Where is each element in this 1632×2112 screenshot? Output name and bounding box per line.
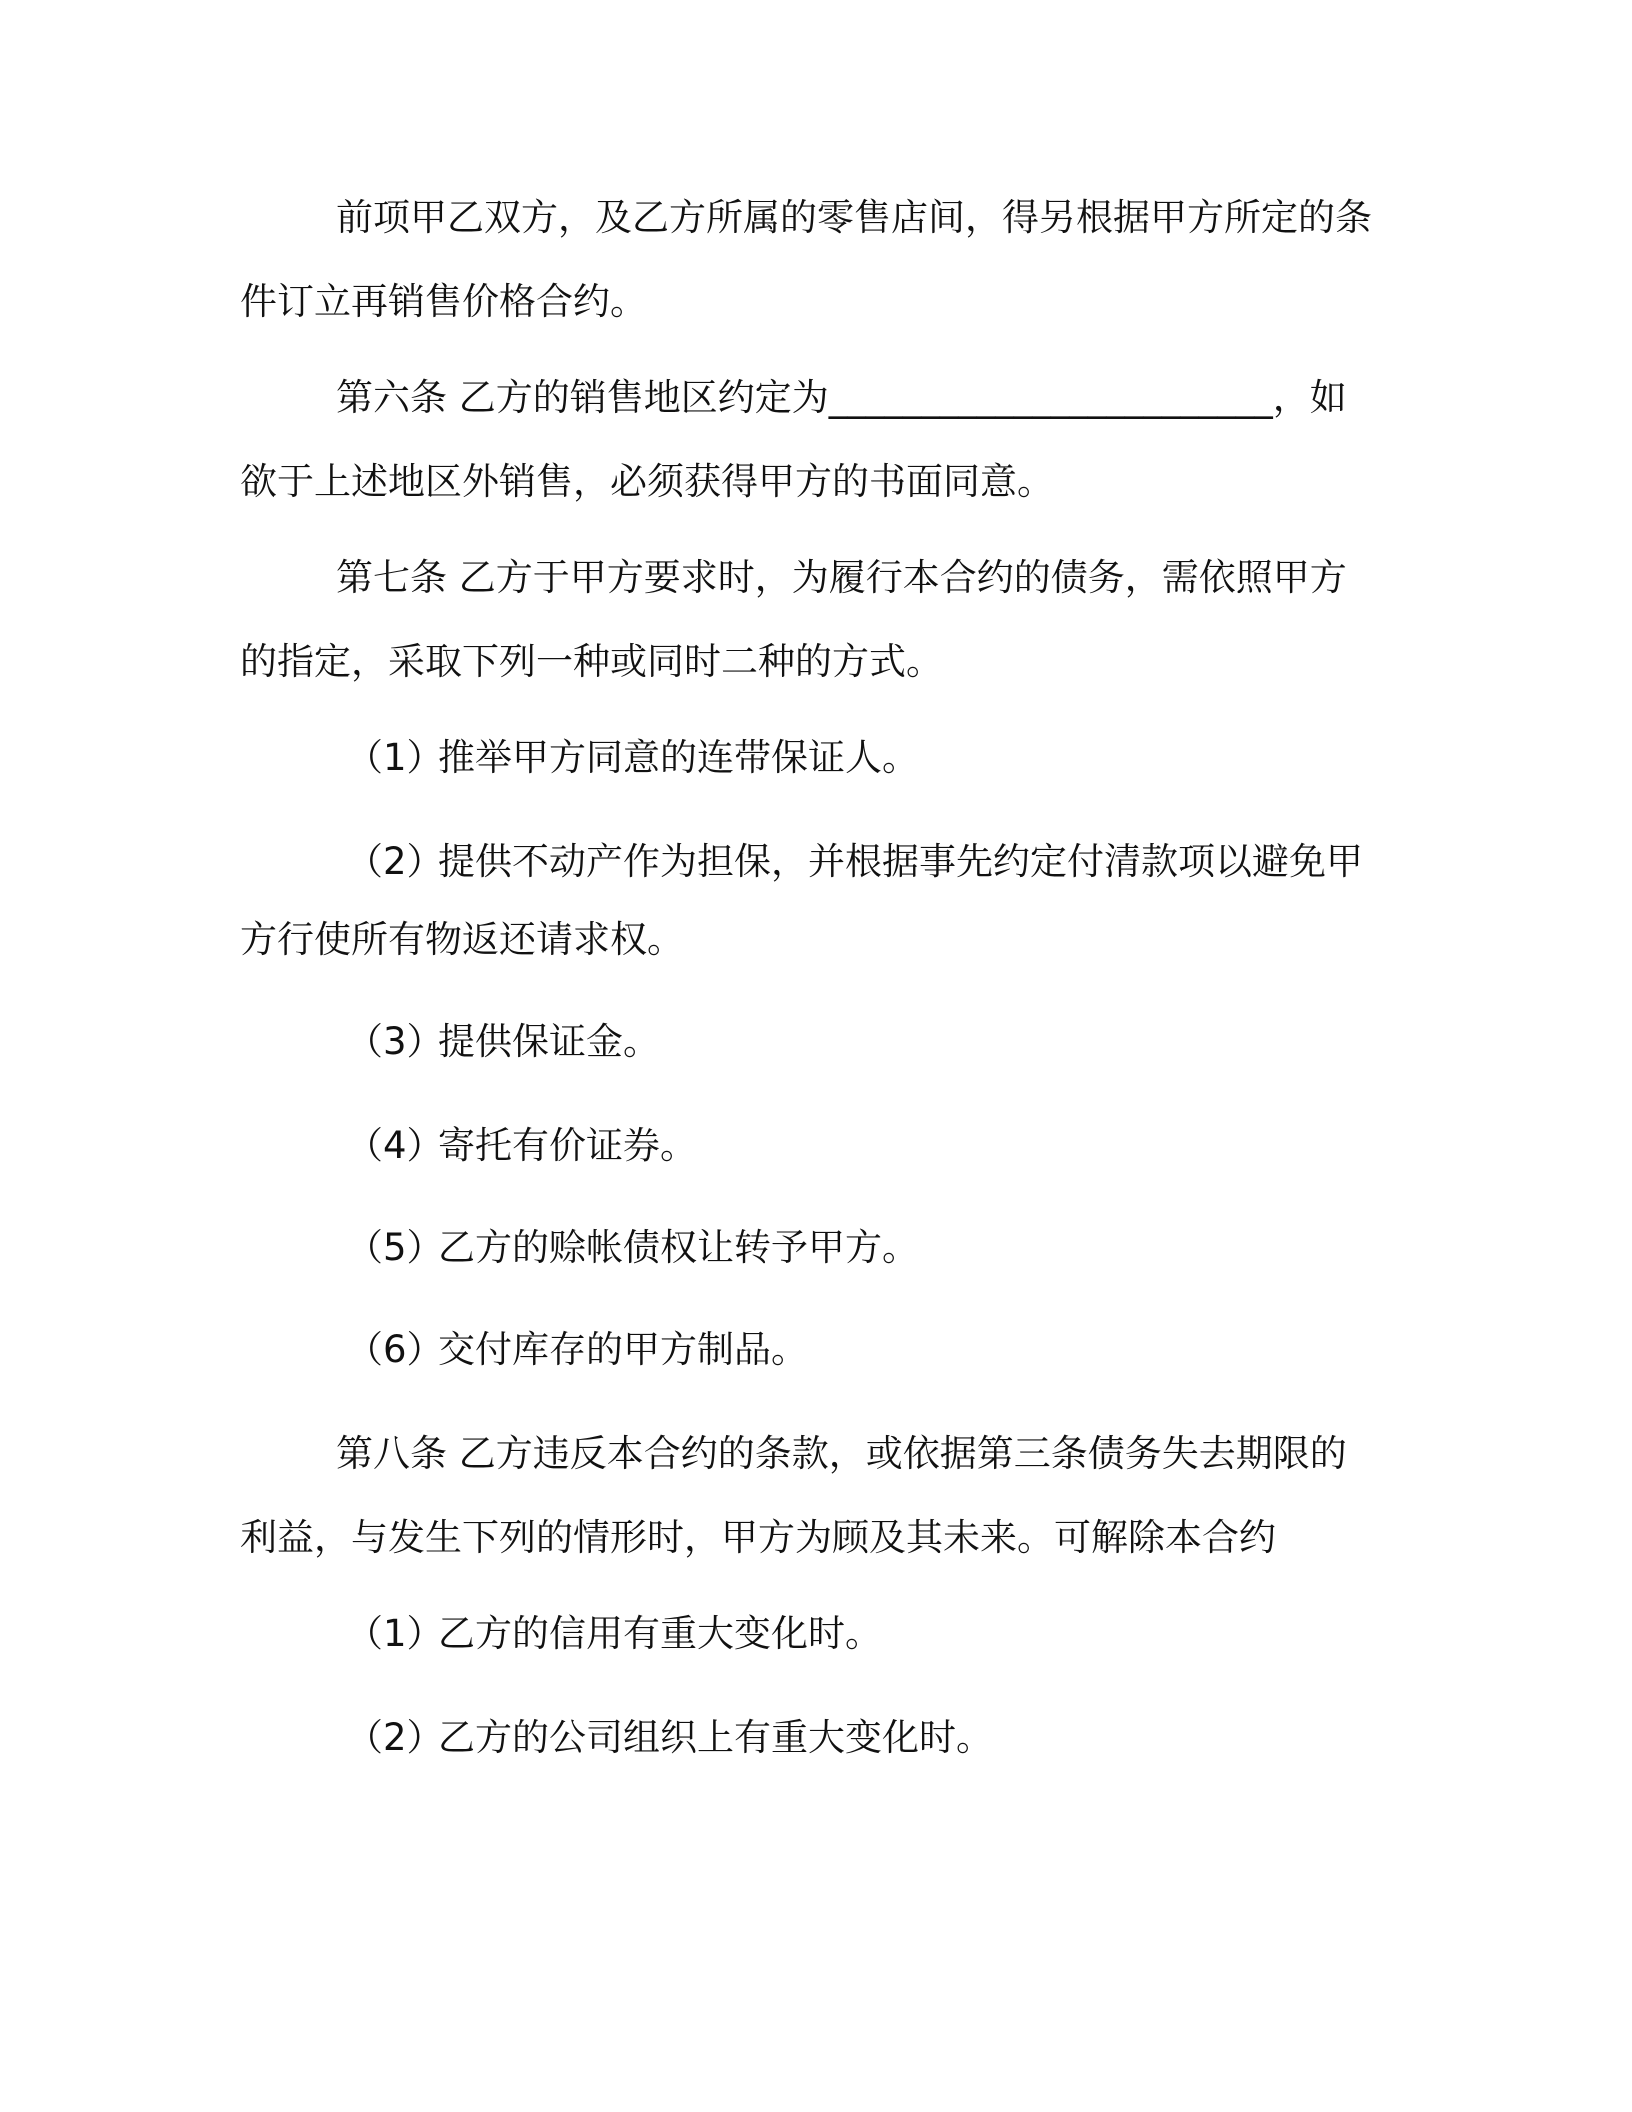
- item-text: 乙方的公司组织上有重大变化时。: [438, 1716, 993, 1759]
- paragraph-resale-price: [240, 176, 1372, 344]
- list-item-continuation: [240, 898, 1360, 982]
- item-number: （3）: [346, 1020, 444, 1063]
- paragraph-line: 件订立再销售价格合约。: [240, 280, 647, 323]
- item-number: （1）: [346, 736, 444, 779]
- item-text: 寄托有价证券。: [438, 1124, 697, 1167]
- list-item: [346, 1104, 697, 1188]
- list-item: [346, 1308, 808, 1392]
- list-item: [346, 1592, 882, 1676]
- list-item: [346, 1000, 660, 1084]
- article-8: [240, 1412, 1360, 1580]
- item-text: 乙方的信用有重大变化时。: [438, 1612, 882, 1655]
- list-item: [346, 1696, 993, 1780]
- item-text: 推举甲方同意的连带保证人。: [438, 736, 919, 779]
- list-item: [346, 716, 919, 800]
- paragraph-line: 利益，与发生下列的情形时，甲方为顾及其未来。可解除本合约: [240, 1516, 1276, 1559]
- item-number: （2）: [346, 1716, 444, 1759]
- paragraph-line: 方行使所有物返还请求权。: [240, 918, 684, 961]
- paragraph-line: 的指定，采取下列一种或同时二种的方式。: [240, 640, 943, 683]
- item-text: 交付库存的甲方制品。: [438, 1328, 808, 1371]
- article-6: [240, 356, 1360, 524]
- item-number: （6）: [346, 1328, 444, 1371]
- paragraph-line: 第八条 乙方违反本合约的条款，或依据第三条债务失去期限的: [336, 1432, 1347, 1475]
- paragraph-line: 第六条 乙方的销售地区约定为________________________，如: [336, 376, 1347, 419]
- item-text: 乙方的赊帐债权让转予甲方。: [438, 1226, 919, 1269]
- article-7: [240, 536, 1360, 704]
- paragraph-line: 欲于上述地区外销售，必须获得甲方的书面同意。: [240, 460, 1054, 503]
- item-text: 提供不动产作为担保，并根据事先约定付清款项以避免甲: [438, 840, 1363, 883]
- item-number: （4）: [346, 1124, 444, 1167]
- item-number: （2）: [346, 840, 444, 883]
- item-number: （1）: [346, 1612, 444, 1655]
- paragraph-line: 第七条 乙方于甲方要求时，为履行本合约的债务，需依照甲方: [336, 556, 1347, 599]
- paragraph-line: 前项甲乙双方，及乙方所属的零售店间，得另根据甲方所定的条: [336, 196, 1372, 239]
- list-item: [346, 820, 1363, 904]
- list-item: [346, 1206, 919, 1290]
- item-number: （5）: [346, 1226, 444, 1269]
- item-text: 提供保证金。: [438, 1020, 660, 1063]
